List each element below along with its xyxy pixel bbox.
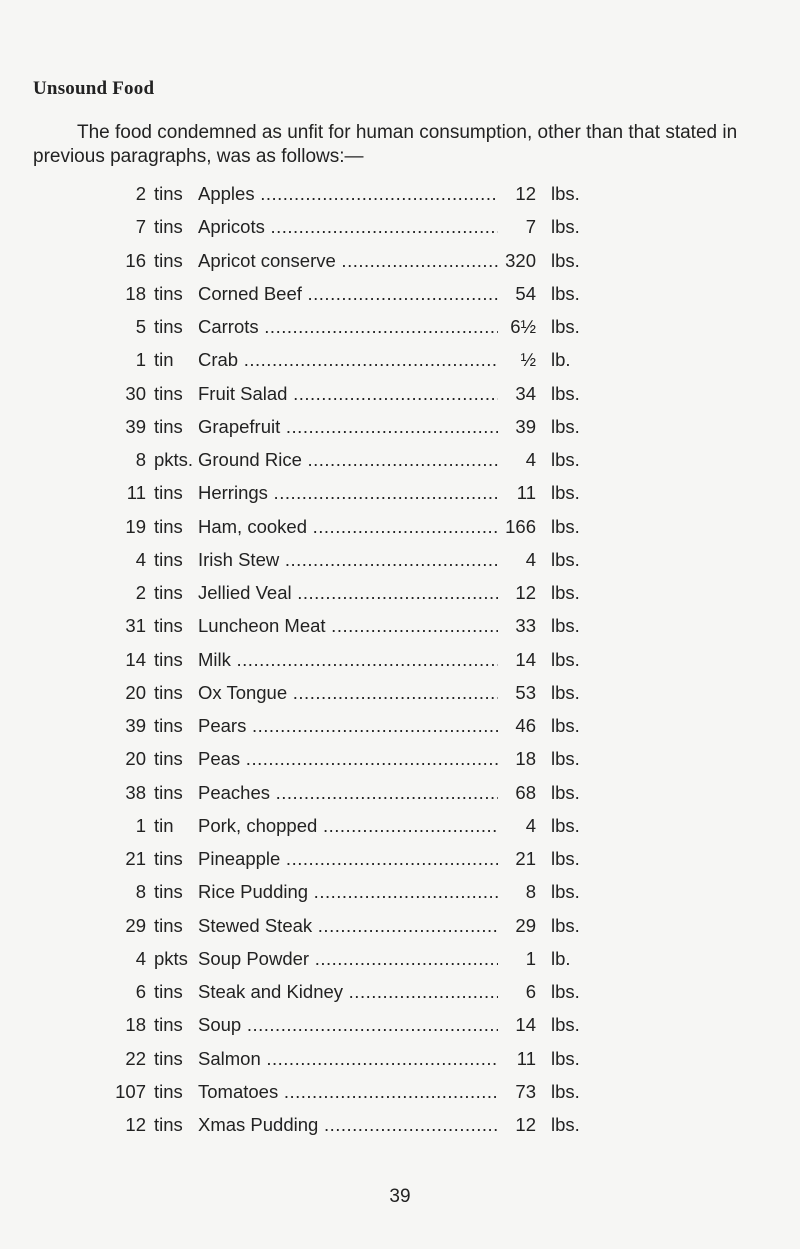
- item-unit: tins: [154, 1080, 183, 1102]
- item-name: Ox Tongue .....: [198, 681, 498, 705]
- item-name: Jellied Veal .....: [198, 581, 498, 605]
- item-quantity: 2: [135, 582, 146, 603]
- item-name: Apricot conserve .....: [198, 249, 498, 273]
- item-weight-unit: lbs.: [551, 282, 580, 304]
- item-weight: 18: [515, 748, 536, 770]
- item-weight: 21: [515, 848, 536, 869]
- item-weight: 8: [525, 881, 536, 903]
- item-name: Soup Powder .....: [198, 947, 498, 971]
- item-name: Rice Pudding .....: [198, 880, 498, 904]
- list-item: [0, 1013, 800, 1046]
- list-item: [0, 814, 800, 847]
- item-weight: 29: [515, 914, 536, 936]
- item-unit: tins: [154, 1014, 183, 1036]
- item-quantity: 18: [125, 1014, 146, 1036]
- item-quantity: 30: [125, 382, 146, 404]
- item-name: Peaches .....: [198, 781, 498, 805]
- item-quantity: 8: [135, 449, 146, 470]
- item-weight: 12: [515, 183, 536, 204]
- item-quantity: 14: [125, 648, 146, 670]
- item-unit: pkts: [154, 947, 188, 969]
- item-weight: 7: [525, 216, 536, 238]
- list-item: [0, 548, 800, 581]
- item-weight: ½: [520, 349, 536, 371]
- item-name: Ground Rice .....: [198, 448, 498, 472]
- item-name: Irish Stew .....: [198, 548, 498, 572]
- item-name: Tomatoes .....: [198, 1080, 498, 1104]
- list-item: [0, 215, 800, 248]
- item-unit: tins: [154, 249, 183, 271]
- item-unit: tins: [154, 1114, 183, 1135]
- item-quantity: 2: [135, 183, 146, 204]
- item-weight-unit: lbs.: [551, 515, 580, 537]
- item-quantity: 107: [115, 1080, 146, 1102]
- item-quantity: 20: [125, 748, 146, 770]
- item-name: Crab .....: [198, 348, 498, 372]
- item-weight: 54: [515, 282, 536, 304]
- item-unit: tin: [154, 349, 174, 371]
- list-item: [0, 747, 800, 780]
- item-weight-unit: lbs.: [551, 848, 580, 869]
- item-name: Apricots .....: [198, 215, 498, 239]
- item-unit: tins: [154, 615, 183, 637]
- item-unit: tins: [154, 515, 183, 537]
- list-item: [0, 880, 800, 913]
- list-item: [0, 847, 800, 880]
- item-name: Apples .....: [198, 182, 498, 206]
- item-quantity: 5: [135, 316, 146, 337]
- item-quantity: 1: [135, 814, 146, 836]
- item-quantity: 38: [125, 781, 146, 803]
- item-weight: 46: [515, 715, 536, 736]
- item-weight-unit: lbs.: [551, 482, 580, 504]
- item-quantity: 4: [135, 947, 146, 969]
- condemned-food-list: [0, 182, 800, 1146]
- item-quantity: 7: [135, 216, 146, 238]
- item-weight-unit: lbs.: [551, 781, 580, 803]
- list-item: [0, 1113, 800, 1146]
- list-item: [0, 714, 800, 747]
- item-weight-unit: lbs.: [551, 648, 580, 670]
- item-name: Peas .....: [198, 747, 498, 771]
- item-quantity: 1: [135, 349, 146, 371]
- item-weight-unit: lbs.: [551, 1080, 580, 1102]
- item-name: Carrots .....: [198, 315, 498, 339]
- item-quantity: 8: [135, 881, 146, 903]
- item-unit: tins: [154, 1047, 183, 1069]
- list-item: [0, 448, 800, 481]
- item-weight-unit: lbs.: [551, 548, 580, 570]
- item-name: Salmon .....: [198, 1047, 498, 1071]
- list-item: [0, 980, 800, 1013]
- item-weight-unit: lb.: [551, 947, 571, 969]
- item-quantity: 31: [125, 615, 146, 637]
- list-item: [0, 249, 800, 282]
- list-item: [0, 282, 800, 315]
- item-name: Xmas Pudding .....: [198, 1113, 498, 1137]
- item-weight-unit: lbs.: [551, 382, 580, 404]
- intro-paragraph: The food condemned as unfit for human consumption, other than that stated in previous paragraphs, was as follows:—: [33, 122, 738, 167]
- item-unit: tins: [154, 781, 183, 803]
- item-name: Grapefruit .....: [198, 415, 498, 439]
- item-unit: tins: [154, 681, 183, 703]
- item-name: Corned Beef .....: [198, 282, 498, 306]
- item-unit: tins: [154, 582, 183, 603]
- item-weight: 11: [516, 482, 536, 504]
- item-unit: tins: [154, 881, 183, 903]
- item-weight-unit: lbs.: [551, 715, 580, 736]
- list-item: [0, 315, 800, 348]
- item-weight-unit: lbs.: [551, 981, 580, 1002]
- list-item: [0, 581, 800, 614]
- item-quantity: 12: [125, 1114, 146, 1135]
- item-weight-unit: lbs.: [551, 748, 580, 770]
- item-unit: tins: [154, 282, 183, 304]
- item-weight: 33: [515, 615, 536, 637]
- item-weight: 320: [505, 249, 536, 271]
- item-weight-unit: lbs.: [551, 183, 580, 204]
- item-weight-unit: lbs.: [551, 316, 580, 337]
- item-weight: 11: [516, 1047, 536, 1069]
- item-quantity: 22: [125, 1047, 146, 1069]
- item-weight-unit: lbs.: [551, 249, 580, 271]
- item-weight: 166: [505, 515, 536, 537]
- item-name: Herrings .....: [198, 481, 498, 505]
- item-quantity: 16: [125, 249, 146, 271]
- item-weight: 4: [525, 449, 536, 470]
- item-weight-unit: lbs.: [551, 914, 580, 936]
- item-weight-unit: lb.: [551, 349, 571, 371]
- item-weight-unit: lbs.: [551, 415, 580, 437]
- item-unit: tin: [154, 814, 174, 836]
- item-weight: 6: [525, 981, 536, 1002]
- item-weight: 12: [515, 582, 536, 603]
- item-quantity: 4: [135, 548, 146, 570]
- item-weight: 53: [515, 681, 536, 703]
- item-name: Steak and Kidney .....: [198, 980, 498, 1004]
- item-weight: 14: [515, 648, 536, 670]
- item-name: Pears .....: [198, 714, 498, 738]
- item-unit: tins: [154, 316, 183, 337]
- list-item: [0, 947, 800, 980]
- item-weight: 4: [525, 814, 536, 836]
- item-weight: 1: [525, 947, 536, 969]
- list-item: [0, 1080, 800, 1113]
- item-unit: tins: [154, 415, 183, 437]
- list-item: [0, 182, 800, 215]
- item-weight-unit: lbs.: [551, 216, 580, 238]
- item-name: Pineapple .....: [198, 847, 498, 871]
- list-item: [0, 614, 800, 647]
- item-unit: tins: [154, 981, 183, 1002]
- list-item: [0, 681, 800, 714]
- item-weight-unit: lbs.: [551, 1047, 580, 1069]
- list-item: [0, 914, 800, 947]
- item-weight-unit: lbs.: [551, 582, 580, 603]
- item-weight: 4: [525, 548, 536, 570]
- item-quantity: 21: [125, 848, 146, 869]
- list-item: [0, 781, 800, 814]
- item-quantity: 18: [125, 282, 146, 304]
- list-item: [0, 415, 800, 448]
- item-weight: 39: [515, 415, 536, 437]
- item-weight-unit: lbs.: [551, 881, 580, 903]
- item-weight: 12: [515, 1114, 536, 1135]
- item-quantity: 20: [125, 681, 146, 703]
- item-name: Ham, cooked .....: [198, 515, 498, 539]
- page-number: 39: [389, 1186, 411, 1207]
- item-unit: tins: [154, 715, 183, 736]
- section-heading: Unsound Food: [33, 78, 155, 99]
- item-unit: tins: [154, 183, 183, 204]
- item-weight: 6½: [510, 316, 536, 337]
- item-unit: tins: [154, 914, 183, 936]
- item-weight: 34: [515, 382, 536, 404]
- item-quantity: 11: [126, 482, 146, 504]
- item-weight-unit: lbs.: [551, 449, 580, 470]
- item-quantity: 39: [125, 715, 146, 736]
- item-quantity: 19: [125, 515, 146, 537]
- item-quantity: 29: [125, 914, 146, 936]
- item-weight: 68: [515, 781, 536, 803]
- item-unit: tins: [154, 848, 183, 869]
- list-item: [0, 481, 800, 514]
- item-unit: tins: [154, 648, 183, 670]
- item-name: Luncheon Meat .....: [198, 614, 498, 638]
- item-unit: tins: [154, 482, 183, 504]
- item-unit: pkts.: [154, 449, 194, 470]
- list-item: [0, 348, 800, 381]
- item-weight-unit: lbs.: [551, 615, 580, 637]
- item-weight: 73: [515, 1080, 536, 1102]
- item-unit: tins: [154, 382, 183, 404]
- item-weight-unit: lbs.: [551, 1014, 580, 1036]
- list-item: [0, 648, 800, 681]
- list-item: [0, 1047, 800, 1080]
- item-name: Fruit Salad .....: [198, 382, 498, 406]
- item-weight-unit: lbs.: [551, 681, 580, 703]
- item-weight-unit: lbs.: [551, 814, 580, 836]
- item-weight: 14: [515, 1014, 536, 1036]
- item-name: Milk .....: [198, 648, 498, 672]
- list-item: [0, 515, 800, 548]
- item-name: Stewed Steak .....: [198, 914, 498, 938]
- item-unit: tins: [154, 216, 183, 238]
- item-quantity: 6: [135, 981, 146, 1002]
- item-unit: tins: [154, 548, 183, 570]
- list-item: [0, 382, 800, 415]
- item-name: Pork, chopped .....: [198, 814, 498, 838]
- item-quantity: 39: [125, 415, 146, 437]
- item-name: Soup .....: [198, 1013, 498, 1037]
- item-weight-unit: lbs.: [551, 1114, 580, 1135]
- item-unit: tins: [154, 748, 183, 770]
